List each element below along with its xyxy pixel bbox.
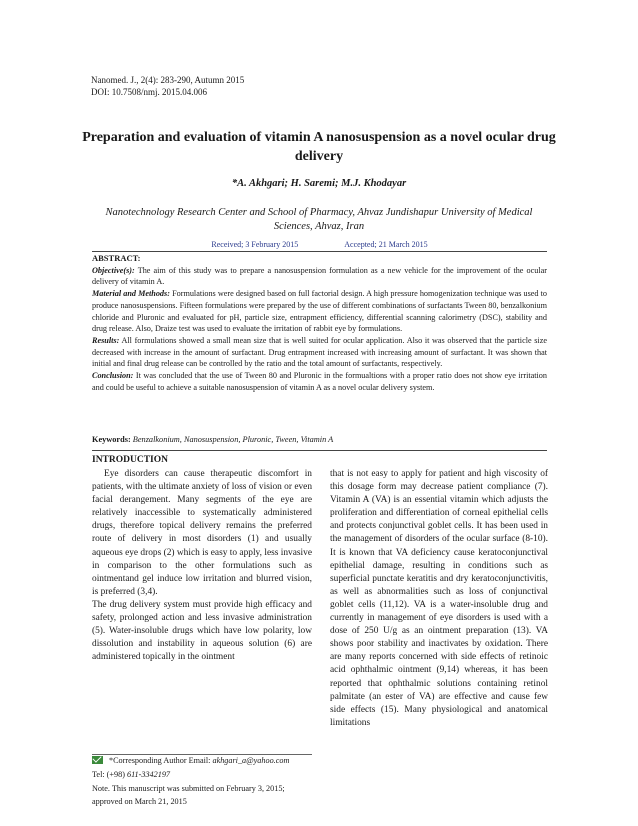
intro-left-column — [92, 468, 312, 664]
intro-paragraph-3: that is not easy to apply for patient and high viscosity of this dosage form may decrease patient compliance (7). Vitamin A (VA) is an essential vitamin which adjusts the proliferation and differentiation of corneal epithelial cells and protects conjunctival goblet cells. It has been used in the management of disorders of the ocular surface (8-10). It is known that VA deficiency cause keratoconjunctival epithelial damage, resulting in conditions such as superficial punctate keratitis and dry keratoconjunctivitis, as well as abnormalities such as loss of conjunctival goblet cells (11,12). VA is a water-insoluble drug and currently in management of eye disorders is used with a dose of 250 U/g as an ointment preparation (13). VA shows poor stability and inactivates by oxidation. There are many reports concerned with side effects of retinoic acid ophthalmic ointment (9,14) whereas, it has been reported that ophthalmic solutions containing retinol palmitate (an ester of VA) are effective and cause few side effects (15). Many physiological and anatomical limitations — [330, 469, 548, 728]
keywords-bottom-rule — [92, 450, 547, 451]
accepted-date: Accepted; 21 March 2015 — [344, 240, 428, 249]
submission-note: Note. This manuscript was submitted on February 3, 2015; approved on March 21, 2015 — [92, 783, 285, 807]
intro-paragraph-1: Eye disorders can cause therapeutic discomfort in patients, with the ultimate anxiety of loss of vision or even facial derangement. Many segments of the eye are relatively inaccessible to systematically administered drugs, therefore topical delivery remains the preferred route of delivery in most disorders (1) and usually aqueous eye drops (2) which is easy to apply, less invasive in comparison to the other formulations such as ointmentand gel induce low irritation and blurred vision, is preferred (3,4). — [92, 469, 313, 597]
paper-title: Preparation and evaluation of vitamin A nanosuspension as a novel ocular drug delivery — [82, 130, 556, 164]
corresponding-email: *Corresponding Author Email: akhgari_a@yahoo.com — [92, 754, 312, 768]
abstract-top-rule — [92, 251, 547, 252]
journal-citation: Nanomed. J., 2(4): 283-290, Autumn 2015 — [91, 75, 245, 85]
footnote — [92, 754, 312, 809]
doi: DOI: 10.7508/nmj. 2015.04.006 — [91, 87, 207, 97]
mail-icon — [92, 756, 103, 764]
abstract-methods: Material and Methods: Formulations were designed based on full factorial design. A high pressure homogenization technique was used to produce nanosuspensions. Fifteen formulations were prepared by the use of different combinations of surfactants Tween 80, benzalkonium chloride and Pluronic and evaluated for pH, particle size, entrapment efficiency, differential scanning calorimetry (DSC), stability and drug release. Also, Draize test was used to evaluate the irritation of rabbit eye by formulations. — [92, 289, 548, 334]
abstract-heading: ABSTRACT: — [92, 253, 141, 263]
affiliation: Nanotechnology Research Center and School of Pharmacy, Ahvaz Jundishapur University of Medical Sciences, Ahvaz, Iran — [105, 207, 533, 232]
intro-right-column — [330, 468, 548, 730]
abstract — [92, 253, 547, 393]
abstract-conclusion: Conclusion: It was concluded that the use of Tween 80 and Pluronic in the formualtions with a proper ratio does not show eye irritation and could be useful to achieve a suitable nanosuspension of vitamin A as a novel ocular delivery system. — [92, 371, 547, 392]
received-date: Received; 3 February 2015 — [211, 240, 299, 249]
keywords-label: Keywords: — [92, 435, 131, 444]
article-dates — [92, 240, 547, 249]
authors: *A. Akhgari; H. Saremi; M.J. Khodayar — [231, 178, 407, 189]
telephone: Tel: (+98) 611-3342197 — [92, 769, 171, 779]
keywords-value: Benzalkonium, Nanosuspension, Pluronic, Tween, Vitamin A — [132, 435, 334, 444]
abstract-results: Results: All formulations showed a small mean size that is well suited for ocular application. Also it was observed that the particle size decreased with increase in the amount of surfactant. Drug entrapment increased with increasing amount of surfactant. It was shown that initial and final drug release can be controlled by the ratio and the total amount of surfactants, respectively. — [92, 335, 547, 369]
keywords — [92, 435, 547, 444]
abstract-objective: Objective(s): The aim of this study was to prepare a nanosuspension formulation as a new vehicle for the improvement of the ocular delivery of vitamin A. — [92, 265, 547, 287]
intro-paragraph-2: The drug delivery system must provide high efficacy and safety, prolonged action and less invasive administration (5). Water-insoluble drugs which have low polarity, low dissolution and instability in aqueous solution (6) are administered topically in the ointment — [92, 599, 312, 663]
intro-heading: INTRODUCTION — [92, 455, 169, 465]
email-link[interactable]: akhgari_a@yahoo.com — [212, 756, 290, 765]
